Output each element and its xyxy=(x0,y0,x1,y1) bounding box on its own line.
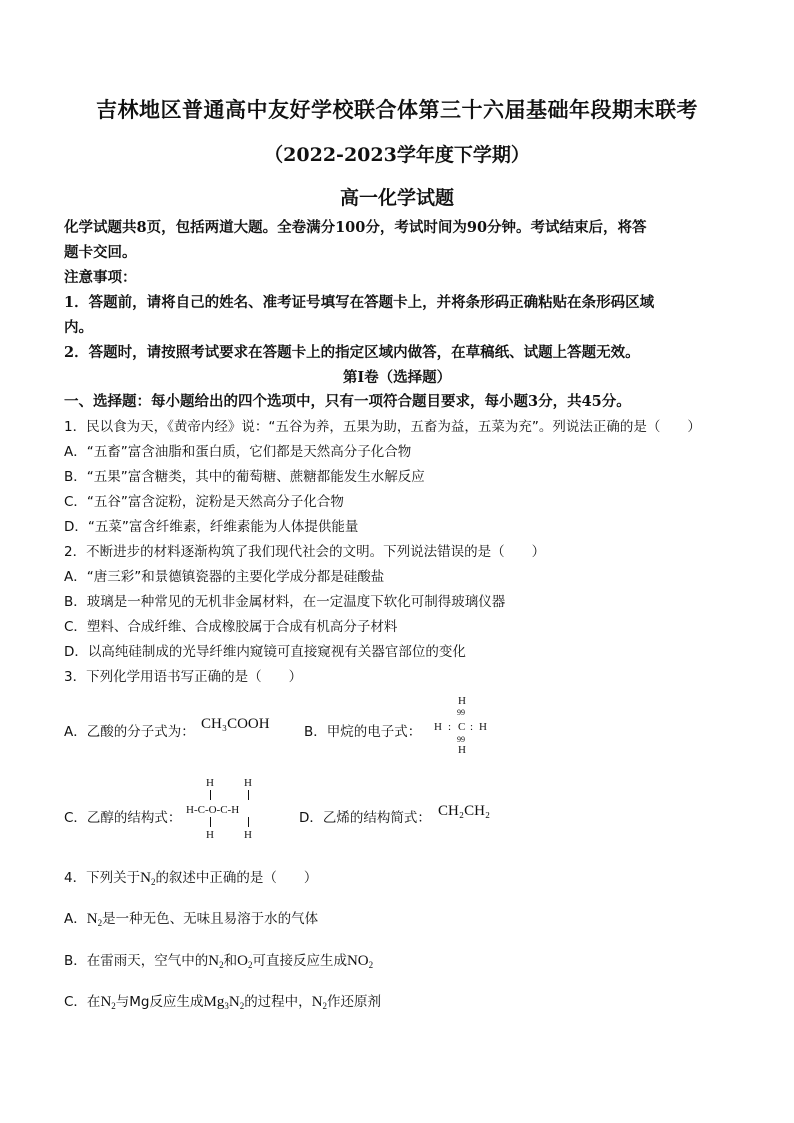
q1-option-d: D．“五菜”富含纤维素，纤维素能为人体提供能量 xyxy=(64,519,359,535)
note-1b: 内。 xyxy=(64,319,93,336)
q1-option-c: C．“五谷”富含淀粉，淀粉是天然高分子化合物 xyxy=(64,494,344,510)
note-2: 2．答题时，请按照考试要求在答题卡上的指定区域内做答，在草稿纸、试题上答题无效。 xyxy=(64,344,640,361)
exam-term: （2022-2023学年度下学期） xyxy=(264,144,530,166)
q3-option-c-label: C．乙醇的结构式： xyxy=(64,810,182,826)
q3-option-b-label: B．甲烷的电子式： xyxy=(304,724,422,740)
section-instruction: 一、选择题：每小题给出的四个选项中，只有一项符合题目要求，每小题3分，共45分。 xyxy=(64,393,631,410)
exam-title: 吉林地区普通高中友好学校联合体第三十六届基础年段期末联考 xyxy=(96,97,698,122)
q4-stem: 4．下列关于$N_2$的叙述中正确的是（ ） xyxy=(64,870,318,887)
q2-stem: 2．不断进步的材料逐渐构筑了我们现代社会的文明。下列说法错误的是（ ） xyxy=(64,544,546,560)
intro-line-1: 化学试题共8页，包括两道大题。全卷满分100分，考试时间为90分钟。考试结束后，将答 xyxy=(64,219,647,236)
intro-line-2: 题卡交回。 xyxy=(64,244,137,261)
q3-option-a-formula: CH₃COOH xyxy=(201,716,270,732)
methane-electron-formula: H 99 H : C : H 99 H xyxy=(434,695,487,756)
q1-option-a: A．“五畜”富含油脂和蛋白质，它们都是天然高分子化合物 xyxy=(64,444,412,460)
note-1a: 1．答题前，请将自己的姓名、准考证号填写在答题卡上，并将条形码正确粘贴在条形码区域 xyxy=(64,294,655,311)
q1-option-b: B．“五果”富含糖类，其中的葡萄糖、蔗糖都能发生水解反应 xyxy=(64,469,425,485)
q3-stem: 3．下列化学用语书写正确的是（ ） xyxy=(64,669,303,685)
ethanol-structural-formula: H H H-C-O-C-H H H xyxy=(186,777,252,841)
section-title: 第Ⅰ卷（选择题） xyxy=(342,369,452,386)
q4-option-b: B．在雷雨天，空气中的$N_2$和$O_2$可直接反应生成$NO_2$ xyxy=(64,953,374,970)
q3-option-d-label: D．乙烯的结构简式： xyxy=(299,810,431,826)
q2-option-a: A．“唐三彩”和景德镇瓷器的主要化学成分都是硅酸盐 xyxy=(64,569,385,585)
q4-option-a: A．$N_2$是一种无色、无味且易溶于水的气体 xyxy=(64,911,319,928)
q2-option-c: C．塑料、合成纤维、合成橡胶属于合成有机高分子材料 xyxy=(64,619,398,635)
exam-subject: 高一化学试题 xyxy=(339,187,454,209)
q2-option-d: D．以高纯硅制成的光导纤维内窥镜可直接窥视有关器官部位的变化 xyxy=(64,644,466,660)
q2-option-b: B．玻璃是一种常见的无机非金属材料，在一定温度下软化可制得玻璃仪器 xyxy=(64,594,506,610)
q3-option-a-label: A．乙酸的分子式为： xyxy=(64,724,195,740)
q3-option-d-formula: CH₂CH₂ xyxy=(438,803,491,819)
notes-title: 注意事项： xyxy=(64,269,137,286)
q1-stem: 1．民以食为天，《黄帝内经》说：“五谷为养，五果为助，五畜为益，五菜为充”。列说法正确的是（ ） xyxy=(64,419,701,435)
q4-option-c: C．在$N_2$与Mg反应生成$Mg_3N_2$的过程中，$N_2$作还原剂 xyxy=(64,994,382,1011)
